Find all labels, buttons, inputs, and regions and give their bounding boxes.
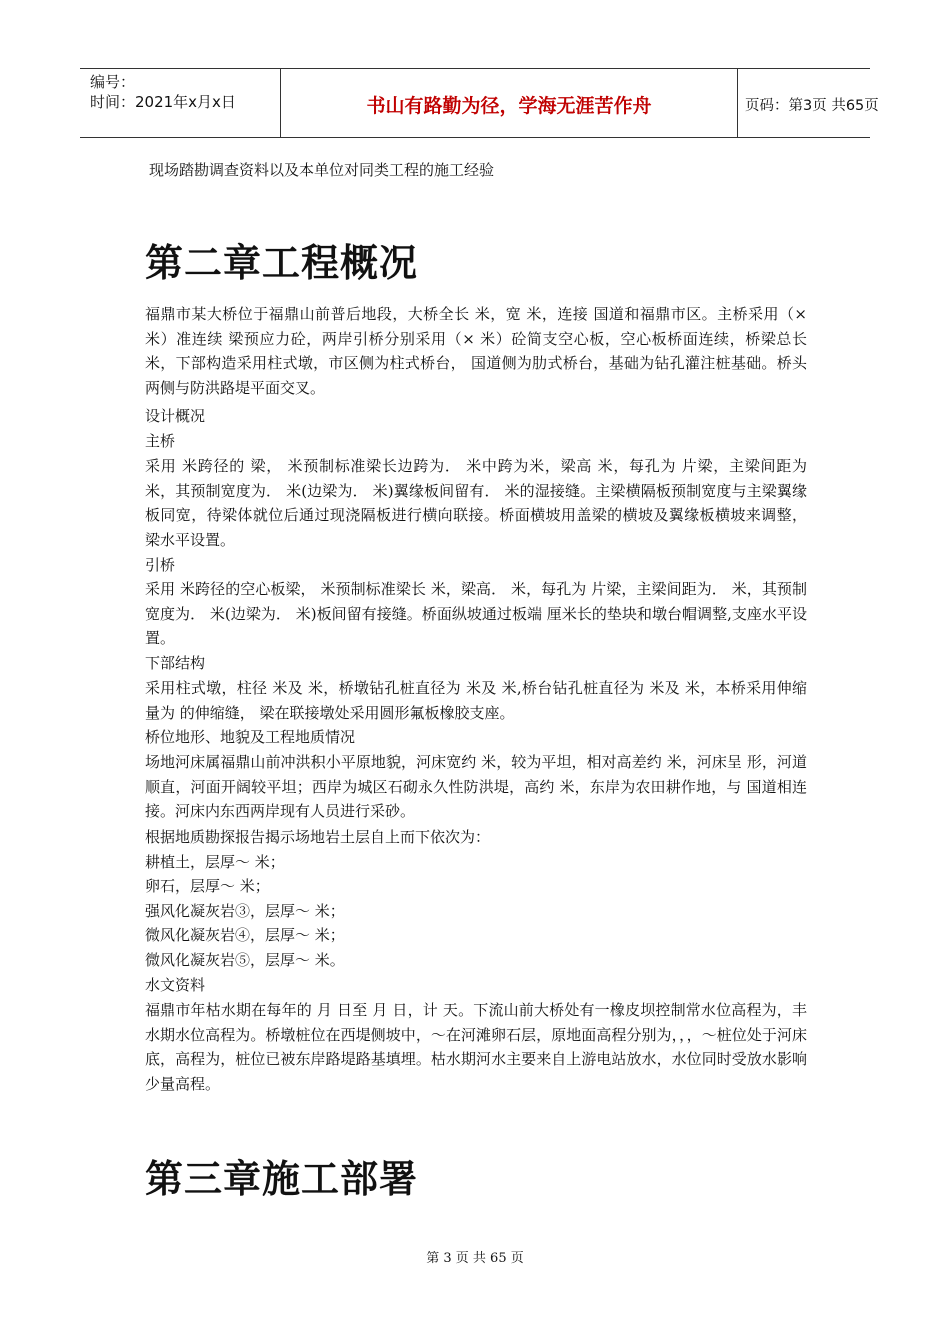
soil-layer-item: 微风化凝灰岩④，层厚～ 米； xyxy=(145,926,345,944)
main-bridge-heading: 主桥 xyxy=(145,432,176,450)
page-footer: 第 3 页 共 65 页 xyxy=(426,1251,524,1266)
header-motto-cell xyxy=(280,69,738,137)
header-page-cell xyxy=(737,69,879,137)
header-motto: 书山有路勤为径，学海无涯苦作舟 xyxy=(366,95,652,117)
overview-paragraph: 福鼎市某大桥位于福鼎山前普后地段，大桥全长 米，宽 米，连接 国道和福鼎市区。主桥采用（× 米）准连续 梁预应力砼，两岸引桥分别采用（× 米）砼简支空心板，空心板桥面连续，桥梁总长 米，下部构造采用柱式墩，市区侧为柱式桥台， 国道侧为肋式桥台，基础为钻孔灌注桩基础。桥头两侧与防洪路堤平面交叉。 xyxy=(145,305,807,397)
chapter-2-title: 第二章工程概况 xyxy=(145,241,419,285)
chapter-3-title: 第三章施工部署 xyxy=(145,1157,419,1201)
soil-layer-item: 耕植土，层厚～ 米； xyxy=(145,853,285,871)
soil-layer-item: 强风化凝灰岩③，层厚～ 米； xyxy=(145,902,345,920)
hydrology-paragraph: 福鼎市年枯水期在每年的 月 日至 月 日，计 天。下流山前大桥处有一橡皮坝控制常水位高程为，丰水期水位高程为。桥墩桩位在西堤侧坡中，～在河滩卵石层，原地面高程分别为，，，～桩位处于河床底，高程为，桩位已被东岸路堤路基填埋。枯水期河水主要来自上游电站放水，水位同时受放水影响少量高程。 xyxy=(145,1001,807,1093)
document-number-label: 编号： xyxy=(90,73,136,91)
hydrology-heading: 水文资料 xyxy=(145,976,206,994)
approach-bridge-heading: 引桥 xyxy=(145,556,176,574)
design-overview-heading: 设计概况 xyxy=(145,407,206,425)
soil-intro: 根据地质勘探报告揭示场地岩土层自上而下依次为： xyxy=(145,828,491,846)
page-header xyxy=(80,68,879,138)
intro-line: 现场踏勘调查资料以及本单位对同类工程的施工经验 xyxy=(149,161,495,179)
geology-paragraph: 场地河床属福鼎山前冲洪积小平原地貌，河床宽约 米，较为平坦，相对高差约 米，河床呈 形，河道顺直，河面开阔较平坦；西岸为城区石砌永久性防洪堤，高约 米，东岸为农田耕作地，与 国道相连接。河床内东西两岸现有人员进行采砂。 xyxy=(145,753,807,820)
header-left-cell xyxy=(80,69,280,137)
document-time: 时间：2021年x月x日 xyxy=(90,93,236,111)
soil-layer-item: 卵石，层厚～ 米； xyxy=(145,877,270,895)
substructure-heading: 下部结构 xyxy=(145,654,206,672)
approach-bridge-paragraph: 采用 米跨径的空心板梁， 米预制标准梁长 米，梁高． 米，每孔为 片梁，主梁间距为． 米，其预制宽度为． 米(边梁为． 米)板间留有接缝。桥面纵坡通过板端 厘米长的垫块和墩台帽调整,支座水平设置。 xyxy=(145,580,807,647)
main-bridge-paragraph: 采用 米跨径的 梁， 米预制标准梁长边跨为． 米中跨为米，梁高 米，每孔为 片梁，主梁间距为 米，其预制宽度为． 米(边梁为． 米)翼缘板间留有． 米的湿接缝。主梁横隔板预制宽度与主梁翼缘板同宽，待梁体就位后通过现浇隔板进行横向联接。桥面横坡用盖梁的横坡及翼缘板横坡来调整， 梁水平设置。 xyxy=(145,457,807,549)
header-page-info: 页码：第3页 共65页 xyxy=(745,98,879,114)
substructure-paragraph: 采用柱式墩，柱径 米及 米，桥墩钻孔桩直径为 米及 米,桥台钻孔桩直径为 米及 米，本桥采用伸缩量为 的伸缩缝， 梁在联接墩处采用圆形氟板橡胶支座。 xyxy=(145,679,807,722)
geology-heading: 桥位地形、地貌及工程地质情况 xyxy=(145,728,356,746)
soil-layer-item: 微风化凝灰岩⑤，层厚～ 米。 xyxy=(145,951,345,969)
